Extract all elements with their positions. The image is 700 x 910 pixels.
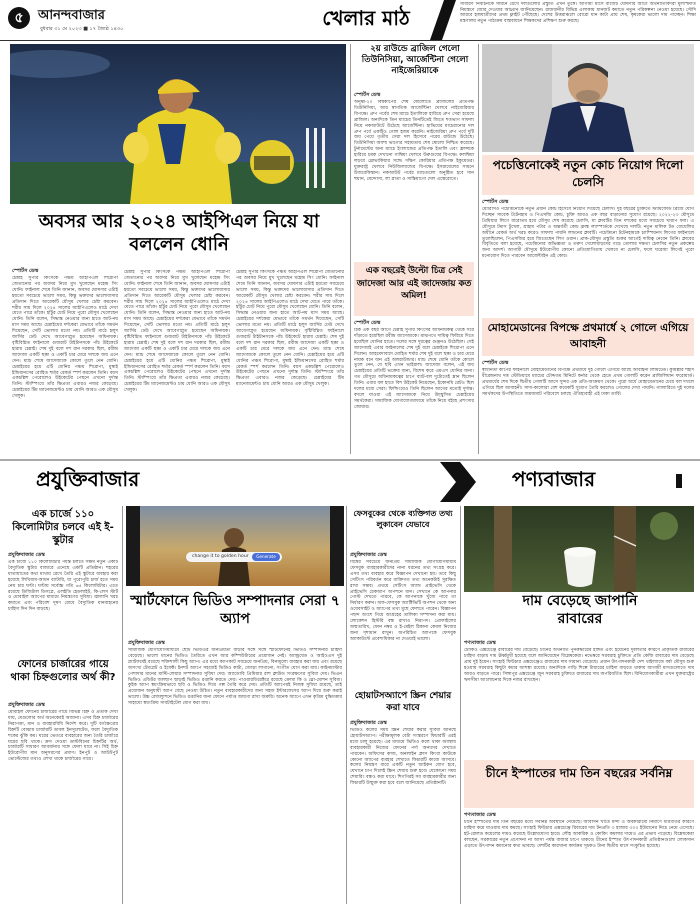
page-number: ৫ xyxy=(14,10,24,26)
whatsapp-headline: হোয়াটসঅ্যাপে স্ক্রিন শেয়ার করা যাবে xyxy=(354,691,452,713)
pochettino-byline: স্পোর্টস ডেস্ক xyxy=(482,199,509,205)
video-byline: প্রযুক্তিবাজার ডেস্ক xyxy=(128,640,165,646)
pochettino-headline: পচেত্তিনোকেই নতুন কোচ নিয়োগ দিলো চেলসি xyxy=(492,158,684,189)
whatsapp-byline: প্রযুক্তিবাজার ডেস্ক xyxy=(350,720,387,726)
dhoni-body-col2: চেন্নাই সুপার কিংসকে পঞ্চম আইপিএল শিরোপা জেতানোর পর অবসর নিয়ে মুখ খুলেছেন মহেন্দ্র সিং ধোনি। ফাইনাল শেষে তিনি জানান, অবসর ঘোষণার এটাই হয়তো সবচেয়ে ভালো সময়, কিন্তু ভক্তদের ভালোবাসার প্রতিদান দিতে আরেকটি মৌসুম খেলার চেষ্টা করবেন। শরীর সায় দিলে ২০২৪ সালের আইপিএলেও মাঠে দেখা যেতে পারে তাঁকে। হাঁটুর চোট নিয়ে পুরো মৌসুম খেলেছেন ধোনি। তিনি বলেন, সিদ্ধান্ত নেওয়ার জন্য হাতে আট-নয় মাস সময় আছে। চেন্নাইয়ের দর্শকেরা যেভাবে তাঁকে সমর্থন দিয়েছেন, সেটি ভোলার মতো নয়। প্রতিটি মাঠে হলুদ জার্সির ঢেউ দেখে আবেগাপ্লুত হয়েছেন অধিনায়ক। বৃষ্টিবিঘ্নিত ফাইনালে গুজরাট টাইটানসকে পাঁচ উইকেটে হারায় চেন্নাই। শেষ দুই বলে দশ রান দরকার ছিল, রবীন্দ্র জাদেজা একটি ছক্কা ও একটি চার মেরে দলকে জয় এনে দেন। ম্যাচ শেষে জাদেজাকে কোলে তুলে নেন ধোনি। চেন্নাইয়ের হয়ে এটি ধোনির পঞ্চম শিরোপা, মুম্বাই ইন্ডিয়ানসের রোহিত শর্মার রেকর্ড স্পর্শ করলেন তিনি। বয়স একচল্লিশ পেরোলেও উইকেটের পেছনে এখনো দুর্দান্ত তিনি। স্টাম্পিংয়ে তাঁর ক্ষিপ্রতা এবারও নজর কেড়েছে। চেন্নাইয়ের টিম ম্যানেজমেন্টও চায় ধোনি আরও এক মৌসুম খেলুক। xyxy=(124,270,230,394)
ai-prompt-text: change it to golden hour xyxy=(192,554,249,559)
masthead-rule xyxy=(0,40,700,41)
facebook-body: বিশ্বের সবচেয়ে জনপ্রিয় সামাজিক যোগাযোগমাধ্যম ফেসবুক ব্যবহারকারীদের নানা ধরনের তথ্য সংগ্রহ করে। এসব তথ্য ব্যবহার করে বিজ্ঞাপন দেখানো হয়। তবে কিছু সেটিংস পরিবর্তন করে ব্যক্তিগত তথ্য অনেকটাই সুরক্ষিত রাখা সম্ভব। প্রথমে সেটিংস অ্যান্ড প্রাইভেসি থেকে প্রাইভেসি চেকআপ অপশনে যান। সেখানে কে আপনার পোস্ট দেখতে পারবে, কে আপনাকে খুঁজে পাবে তা নির্ধারণ করুন। অফ-ফেসবুক অ্যাক্টিভিটি অপশন থেকে অন্য ওয়েবসাইট ও অ্যাপের তথ্য মুছে ফেলতে পারেন। বিজ্ঞাপন পছন্দ অংশে গিয়ে আগ্রহের তালিকা সম্পাদনা করা যায়। লোকেশন হিস্টরি বন্ধ রাখাও নিরাপদ। প্রোফাইলের জন্মতারিখ, ফোন নম্বর ও ই-মেইল ঠিকানা কেবল নিজের জন্য দৃশ্যমান রাখুন। অপরিচিত অ্যাপকে ফেসবুক অ্যাকাউন্টে প্রবেশাধিকার না দেওয়াই ভালো। xyxy=(350,560,456,642)
col-divider-right xyxy=(478,44,479,454)
video-headline: স্মার্টফোনে ভিডিও সম্পাদনার সেরা ৭ অ্যাপ xyxy=(130,593,340,627)
scooter-body: এক চার্জে ১১০ কিলোমিটার পর্যন্ত চলতে সক্ষম নতুন একটি বৈদ্যুতিক স্কুটার বাজারে এনেছে একটি প্রতিষ্ঠান। শহরের যাতায়াতের কথা মাথায় রেখে তৈরি এই স্কুটারে ব্যবহার করা হয়েছে লিথিয়াম-আয়ন ব্যাটারি, যা পুরোপুরি চার্জ হতে সময় নেয় চার ঘণ্টা। ঘণ্টায় সর্বোচ্চ গতি ৬৫ কিলোমিটার। এতে রয়েছে ডিজিটাল ডিসপ্লে, এলইডি হেডলাইট, কি-লেস স্টার্ট ও মোবাইল অ্যাপের মাধ্যমে নিয়ন্ত্রণের সুবিধা। জ্বালানি খরচ কমাতে এবং পরিবেশ দূষণ রোধে বৈদ্যুতিক যানবাহনের চাহিদা দিন দিন বাড়ছে। xyxy=(8,560,118,613)
col-divider-tech-2 xyxy=(346,506,347,904)
rubber-photo xyxy=(464,506,694,592)
jadeja-byline: স্পোর্টস ডেস্ক xyxy=(354,320,381,326)
col-divider-market xyxy=(460,506,461,904)
mohammedan-headline: মোহামেডানের বিপক্ষে প্রথমার্ধে ২ গোলে এগিয়ে আবাহনী xyxy=(487,322,689,350)
video-app-photo xyxy=(126,506,344,586)
dhoni-body-col1: চেন্নাই সুপার কিংসকে পঞ্চম আইপিএল শিরোপা জেতানোর পর অবসর নিয়ে মুখ খুলেছেন মহেন্দ্র সিং ধোনি। ফাইনাল শেষে তিনি জানান, অবসর ঘোষণার এটাই হয়তো সবচেয়ে ভালো সময়, কিন্তু ভক্তদের ভালোবাসার প্রতিদান দিতে আরেকটি মৌসুম খেলার চেষ্টা করবেন। শরীর সায় দিলে ২০২৪ সালের আইপিএলেও মাঠে দেখা যেতে পারে তাঁকে। হাঁটুর চোট নিয়ে পুরো মৌসুম খেলেছেন ধোনি। তিনি বলেন, সিদ্ধান্ত নেওয়ার জন্য হাতে আট-নয় মাস সময় আছে। চেন্নাইয়ের দর্শকেরা যেভাবে তাঁকে সমর্থন দিয়েছেন, সেটি ভোলার মতো নয়। প্রতিটি মাঠে হলুদ জার্সির ঢেউ দেখে আবেগাপ্লুত হয়েছেন অধিনায়ক। বৃষ্টিবিঘ্নিত ফাইনালে গুজরাট টাইটানসকে পাঁচ উইকেটে হারায় চেন্নাই। শেষ দুই বলে দশ রান দরকার ছিল, রবীন্দ্র জাদেজা একটি ছক্কা ও একটি চার মেরে দলকে জয় এনে দেন। ম্যাচ শেষে জাদেজাকে কোলে তুলে নেন ধোনি। চেন্নাইয়ের হয়ে এটি ধোনির পঞ্চম শিরোপা, মুম্বাই ইন্ডিয়ানসের রোহিত শর্মার রেকর্ড স্পর্শ করলেন তিনি। বয়স একচল্লিশ পেরোলেও উইকেটের পেছনে এখনো দুর্দান্ত তিনি। স্টাম্পিংয়ে তাঁর ক্ষিপ্রতা এবারও নজর কেড়েছে। চেন্নাইয়ের টিম ম্যানেজমেন্টও চায় ধোনি আরও এক মৌসুম খেলুক। xyxy=(12,276,118,400)
pochettino-photo xyxy=(482,44,694,152)
generate-button-label: Generate xyxy=(256,554,276,559)
brazil-body: অনূর্ধ্ব-২০ বিশ্বকাপের শেষ ষোলোতে ব্রাজিলের প্রতিপক্ষ তিউনিসিয়া, আর স্বাগতিক আর্জেন্টিনা খেলবে নাইজেরিয়ার বিপক্ষে। গ্রুপ পর্বের শেষ ম্যাচে ইতালিকে হারিয়ে গ্রুপ সেরা হয়েছে ব্রাজিল। অন্যদিকে তিন ম্যাচের তিনটিতেই জিতে শতভাগ সাফল্য নিয়ে নকআউটে উঠেছে আর্জেন্টিনা। হাভিয়ের মাচেরানোর দল গ্রুপ পর্বে একটিও গোল হজম করেনি। নাইজেরিয়া গ্রুপ পর্বে দুটি জয় পেয়ে তৃতীয় সেরা দল হিসেবে পরের রাউন্ডে উঠেছে। তিউনিসিয়া অবশ্য ভাগ্যের সহায়তায় শেষ ষোলো নিশ্চিত করেছে। টুর্নামেন্টের অন্য ম্যাচে ইংল্যান্ডের প্রতিপক্ষ ইতালি এবং ফ্রান্সকে হারিয়ে চমক দেখানো গাম্বিয়া খেলবে উরুগুয়ের বিপক্ষে। কলম্বিয়া লড়বে স্লোভাকিয়ার সঙ্গে। দক্ষিণ কোরিয়ার প্রতিপক্ষ ইকুয়েডর। যুক্তরাষ্ট্র খেলবে নিউজিল্যান্ডের বিপক্ষে। ইসরায়েলের সামনে উজবেকিস্তান। নকআউট পর্বের ম্যাচগুলো অনুষ্ঠিত হবে সান হুয়ান, মেন্দোসা, লা প্লাতা ও সান্তিয়াগো দেল এস্তেরোতে। xyxy=(354,100,474,182)
steel-byline: পণ্যবাজার ডেস্ক xyxy=(464,812,496,818)
charger-body: মোবাইল ফোনের চার্জারের গায়ে বিভিন্ন চিহ্ন ও প্রতীক দেখা যায়, যেগুলোর অর্থ অনেকেরই অজানা। এসব চিহ্ন চার্জারের নিরাপত্তা, মান ও ব্যবহারবিধি নির্দেশ করে। দুটি বর্গক্ষেত্রের চিহ্নটি বোঝায় চার্জারটি ডাবল ইনসুলেটেড, ফলে বৈদ্যুতিক শকের ঝুঁকি কম। ঘরের ভেতরে ব্যবহারের জন্য তৈরি চার্জারে ঘরের ছবি থাকে। ক্রস দেওয়া ডাস্টবিনের চিহ্নটির অর্থ, চার্জারটি সাধারণ আবর্জনার সঙ্গে ফেলা যাবে না। সিই চিহ্ন ইউরোপীয় মান অনুসরণের প্রমাণ। ইনপুট ও আউটপুট ভোল্টেজের তথ্যও লেখা থাকে চার্জারের গায়ে। xyxy=(8,710,118,763)
charger-byline: প্রযুক্তিবাজার ডেস্ক xyxy=(8,702,45,708)
dhoni-photo xyxy=(10,44,346,204)
col-divider-tech-1 xyxy=(122,506,123,904)
brazil-byline: স্পোর্টস ডেস্ক xyxy=(354,92,381,98)
rubber-body: টোকিও এক্সচেঞ্জে রাবারের দাম বেড়েছে। চীনের অর্থনীতি পুনরুদ্ধারের ইঙ্গিত এবং ইয়েনের দুর্বলতার কারণে প্রাকৃতিক রাবারের চাহিদা বাড়ায় দাম ঊর্ধ্বমুখী হয়েছে বলে জানিয়েছেন বিশ্লেষকেরা। নভেম্বরে সরবরাহ চুক্তিতে প্রতি কেজি রাবারের দাম বেড়েছে প্রায় দুই ইয়েন। সাংহাই ফিউচার এক্সচেঞ্জেও রাবারের দাম সামান্য বেড়েছে। প্রধান উৎপাদনকারী দেশ থাইল্যান্ডে বর্ষা মৌসুম শুরু হওয়ায় সরবরাহ কিছুটা কমার আশঙ্কা রয়েছে। অন্যদিকে গাড়ি শিল্পে টায়ারের চাহিদা বাড়তে থাকায় আগামী মাসগুলোতে দাম আরও বাড়তে পারে। সিঙ্গাপুর এক্সচেঞ্জে জুন সরবরাহ চুক্তিতে রাবারের দাম অপরিবর্তিত ছিল। বিনিয়োগকারীরা এখন যুক্তরাষ্ট্রের ঋণসীমা আলোচনার দিকে নজর রাখছেন। xyxy=(464,648,694,683)
scooter-byline: প্রযুক্তিবাজার ডেস্ক xyxy=(8,552,45,558)
dhoni-headline: অবসর আর ২০২৪ আইপিএল নিয়ে যা বললেন ধোনি xyxy=(38,211,320,255)
brand-logo: আনন্দবাজার xyxy=(38,8,105,23)
facebook-headline: ফেসবুকের থেকে ব্যক্তিগত তথ্য লুকাবেন যেভাবে xyxy=(353,509,453,529)
steel-headline: চীনে ইস্পাতের দাম তিন বছরের সর্বনিম্ন xyxy=(485,766,673,780)
masthead-slash xyxy=(430,0,456,40)
steel-body: চীনে ইস্পাতের দাম তিন বছরের মধ্যে সর্বনিম্ন অবস্থানে নেমেছে। আবাসন খাতে মন্দা ও অবকাঠামো নির্মাণে ধীরগতির কারণে চাহিদা কমে যাওয়ায় দাম কমছে। সাংহাই ফিউচার এক্সচেঞ্জে রিবারের দাম টনপ্রতি ৩ হাজার ৩০০ ইউয়ানের নিচে নেমে এসেছে। হট-রোলড কয়েলের দামও কমেছে উল্লেখযোগ্য হারে। লৌহ আকরিক ও কোকিং কয়লার দামেও এর প্রভাব পড়েছে। বিশ্লেষকেরা বলছেন, সরকারের নতুন প্রণোদনা না আসা পর্যন্ত বাজার চাপে থাকবে। চীনের ইস্পাত উৎপাদনকারী প্রতিষ্ঠানগুলো লোকসান এড়াতে উৎপাদন কমানোর কথা ভাবছে। দেশটির কারখানা কার্যক্রম সূচকও টানা দ্বিতীয় মাসে সংকুচিত হয়েছে। xyxy=(464,820,694,849)
whatsapp-body: ভিডিও কলের সময় স্ক্রিন শেয়ার করার সুবিধা আনছে হোয়াটসঅ্যাপ। পরীক্ষামূলক বেটা সংস্করণে ফিচারটি এরই মধ্যে চালু হয়েছে। এর মাধ্যমে ভিডিও কলে থাকা অবস্থায় ব্যবহারকারী নিজের ফোনের পর্দা অন্যদের দেখাতে পারবেন। অফিসের কাজ, অনলাইন ক্লাস কিংবা কাউকে কোনো অ্যাপের ব্যবহার শেখাতে ফিচারটি কাজে আসবে। কলের নিয়ন্ত্রণ বারে একটি নতুন আইকন যোগ হবে, যেখানে চাপ দিলেই স্ক্রিন শেয়ার শুরু হবে। যেকোনো সময় শেয়ারিং বন্ধও করা যাবে। শিগগিরই সব ব্যবহারকারীর জন্য ফিচারটি উন্মুক্ত করা হবে বলে জানিয়েছে প্রতিষ্ঠানটি। xyxy=(350,728,456,787)
section-title-sports: খেলার মাঠ xyxy=(322,6,410,30)
date-line: বুধবার ৩১ মে ২০২৩ ■ ১৭ জ্যৈষ্ঠ ১৪৩০ xyxy=(40,26,124,32)
pochettino-body: মৌরিসিও পচেত্তিনোকে নতুন প্রধান কোচ হিসেবে নিয়োগ দিয়েছে চেলসি। দুই বছরের চুক্তিতে স্ট্যামফোর্ড ব্রিজে যোগ দিচ্ছেন সাবেক টটেনহাম ও পিএসজি কোচ, চুক্তি আরও এক বছর বাড়ানোর সুযোগ রয়েছে। ২০২২-২৩ মৌসুমে প্রিমিয়ার লিগে বারোতম হয়ে মৌসুম শেষ করেছে চেলসি, যা ক্লাবটির তিন দশকের মধ্যে সবচেয়ে খারাপ ফল। এ মৌসুমে টমাস টুখেল, গ্রাহাম পটার ও অন্তর্বর্তী কোচ ফ্রাঙ্ক ল্যাম্পার্ডকে দেখেছে দলটি। নতুন মালিক টড বোয়েলির অধীনে রেকর্ড অর্থ খরচ করেও সাফল্য পায়নি লন্ডনের ক্লাবটি। পচেত্তিনো টটেনহামকে চ্যাম্পিয়নস লিগের ফাইনালে তুলেছিলেন, পিএসজির হয়ে জিতেছেন লিগ ওয়ান। প্রাক-মৌসুম প্রস্তুতি শুরুর আগেই দায়িত্ব নেবেন তিনি। ক্লাবের বিবৃতিতে বলা হয়েছে, পচেত্তিনোর অভিজ্ঞতা ও তরুণ খেলোয়াড়দের গড়ে তোলার দক্ষতা চেলসির নতুন প্রকল্পের জন্য আদর্শ। আগামী মৌসুমে ইউরোপীয় কোনো প্রতিযোগিতায় খেলবে না চেলসি, ফলে ঘরোয়া লিগেই পুরো মনোযোগ দিতে পারবেন আর্জেন্টাইন এই কোচ। xyxy=(482,207,694,260)
rubber-headline: দাম বেড়েছে জাপানি রাবারের xyxy=(522,593,638,627)
top-brief: সাধারণ নির্বাচনকে সামনে রেখে দলগুলোর প্রস্তুতি এখন তুঙ্গে। আগামী মাসে বাজেট ঘোষণার আগে অর্থনীতিবিদরা মূল্যস্ফীতি নিয়ন্ত্রণে জোর দেওয়ার আহ্বান জানিয়েছেন। রাজধানীর বিভিন্ন এলাকায় যানজট কমাতে নতুন পরিকল্পনা নেওয়া হয়েছে। সৌদি আরবে হজযাত্রীদের প্রথম ফ্লাইট পৌঁছেছে। দেশের উত্তরাঞ্চলে বোরো ধান কাটা প্রায় শেষ, কৃষকেরা ভালো দাম পাচ্ছেন। শিক্ষা মন্ত্রণালয় নতুন পাঠ্যক্রম বাস্তবায়নে শিক্ষকদের প্রশিক্ষণ শুরু করছে। xyxy=(460,2,696,24)
mohammedan-byline: স্পোর্টস ডেস্ক xyxy=(482,360,509,366)
masthead xyxy=(0,0,700,40)
jadeja-body: ঠিক এক বছর আগে চেন্নাই সুপার কিংসের অধিনায়কত্ব থেকে সরে দাঁড়াতে হয়েছিল রবীন্দ্র জাদেজাকে। মাঝপথে দায়িত্ব ফিরিয়ে দিতে হয়েছিল ধোনির হাতে। দলের সঙ্গে দূরত্বের গুঞ্জনও উঠেছিল। সেই জাদেজাই এবার ফাইনালের শেষ দুই বলে চেন্নাইকে শিরোপা এনে দিলেন। আহমেদাবাদে মোহিত শর্মার শেষ দুই বলে ছক্কা ও চার মেরে নায়ক বনে যান এই অলরাউন্ডার। ম্যাচ শেষে ধোনি তাঁকে কোলে তুলে নেন, যে ছবি এখন ভাইরাল। জাদেজা বলেন, এই জয় চেন্নাইয়ের প্রতিটি ভক্তের জন্য, বিশেষ করে এমএস ধোনির জন্য। গত মৌসুমে অধিনায়কত্বের চাপে ব্যাট-বল দুটোতেই ম্লান ছিলেন তিনি। এবার বল হাতে বিশ উইকেট নিয়েছেন, ইকোনমি রেটও ছিল দলের মধ্যে সেরা। ফিল্ডিংয়েও তিনি ছিলেন আগের মতোই দুর্দান্ত। বদলে যাওয়া এই জাদেজাকে নিয়ে উচ্ছ্বসিত চেন্নাইয়ের সমর্থকেরা। সামাজিক যোগাযোগমাধ্যমে তাঁকে নিয়ে বইছে প্রশংসার জোয়ার। xyxy=(354,328,474,410)
video-body: সামাজিক যোগাযোগমাধ্যমে ছোট ভিডিওর জনপ্রিয়তা বাড়ার সঙ্গে সঙ্গে স্মার্টফোনেই ভিডিও সম্পাদনার চাহিদা বেড়েছে। ভালো মানের ভিডিও তৈরিতে এখন আর কম্পিউটারের প্রয়োজন নেই। অ্যান্ড্রয়েড ও আইওএস দুই প্ল্যাটফর্মেই রয়েছে শক্তিশালী কিছু অ্যাপ। এর মধ্যে ক্যাপকাট সবচেয়ে জনপ্রিয়, বিনামূল্যে ব্যবহার করা যায় এবং রয়েছে অসংখ্য টেমপ্লেট ও ইফেক্ট। ইনশট অ্যাপে সহজেই ভিডিও কাটা, জোড়া লাগানো, সংগীত যোগ করা যায়। কাইনমাস্টার পেশাদার মানের মাল্টি-লেয়ার সম্পাদনার সুবিধা দেয়। অ্যাডোবি প্রিমিয়ার রাশ ক্লাউড সংরক্ষণের সুবিধা দেয়। ভিএন ভিডিও এডিটর জলছাপ ছাড়াই ভিডিও রপ্তানি করতে দেয়। পাওয়ারডিরেক্টরে রয়েছে ক্রোমা কি ও স্লো-মোশন সুবিধা। কুইক অ্যাপ স্বয়ংক্রিয়ভাবে ছবি ও ভিডিও দিয়ে গল্প তৈরি করে দেয়। প্রতিটি অ্যাপেরই নিজস্ব সুবিধা রয়েছে, তাই প্রয়োজন অনুযায়ী অ্যাপ বেছে নেওয়া উচিত। নতুন ব্যবহারকারীদের জন্য সহজ ইন্টারফেসের অ্যাপ দিয়ে শুরু করাই ভালো। উচ্চ রেজল্যুশনে ভিডিও রপ্তানির জন্য ফোনে পর্যাপ্ত জায়গা রাখা জরুরি। অনেক অ্যাপে এখন কৃত্রিম বুদ্ধিমত্তার সাহায্যে স্বয়ংক্রিয় সাবটাইটেল যোগ করা যায়। xyxy=(128,648,342,707)
brazil-headline: ২য় রাউন্ডে ব্রাজিল গেলো তিউনিসিয়া, আর্জেন্টিনা গেলো নাইজেরিয়াকে xyxy=(361,44,469,76)
facebook-byline: প্রযুক্তিবাজার ডেস্ক xyxy=(350,552,387,558)
charger-headline: ফোনের চার্জারের গায়ে থাকা চিহ্নগুলোর অর্থ কী? xyxy=(10,659,116,683)
section-title-tech: প্রযুক্তিবাজার xyxy=(36,467,140,491)
mohammedan-body: স্বাধীনতা কাপের ফাইনালে মোহামেডানের বিপক্ষে প্রথমার্ধে দুই গোলে এগিয়ে আছে আবাহনী লিমিটেড। কুমিল্লার শহীদ ধীরেন্দ্রনাথ দত্ত স্টেডিয়ামে ম্যাচের চৌদ্দতম মিনিটে কর্নার থেকে হেডে প্রথম গোলটি করেন ব্রাজিলিয়ান ফরোয়ার্ড। প্রথমার্ধের শেষ দিকে দ্বিতীয় গোলটি আসে সুন্দর এক প্রতি-আক্রমণ থেকে। পুরো অর্ধে মোহামেডানের চেয়ে বল দখলে এগিয়ে ছিল আবাহনী। সাদা-কালোরা বেশ কয়েকটি সুযোগ তৈরি করলেও গোলের দেখা পায়নি। গ্যালারিতে দুই দলের সমর্থকদের উপস্থিতিতে জমজমাট পরিবেশে চলছে ঐতিহ্যবাহী এই ঢাকা ডার্বি। xyxy=(482,368,694,397)
scooter-headline: এক চার্জে ১১০ কিলোমিটার চলবে এই ই-স্কুটার xyxy=(12,509,114,546)
dhoni-body-col3: চেন্নাই সুপার কিংসকে পঞ্চম আইপিএল শিরোপা জেতানোর পর অবসর নিয়ে মুখ খুলেছেন মহেন্দ্র সিং ধোনি। ফাইনাল শেষে তিনি জানান, অবসর ঘোষণার এটাই হয়তো সবচেয়ে ভালো সময়, কিন্তু ভক্তদের ভালোবাসার প্রতিদান দিতে আরেকটি মৌসুম খেলার চেষ্টা করবেন। শরীর সায় দিলে ২০২৪ সালের আইপিএলেও মাঠে দেখা যেতে পারে তাঁকে। হাঁটুর চোট নিয়ে পুরো মৌসুম খেলেছেন ধোনি। তিনি বলেন, সিদ্ধান্ত নেওয়ার জন্য হাতে আট-নয় মাস সময় আছে। চেন্নাইয়ের দর্শকেরা যেভাবে তাঁকে সমর্থন দিয়েছেন, সেটি ভোলার মতো নয়। প্রতিটি মাঠে হলুদ জার্সির ঢেউ দেখে আবেগাপ্লুত হয়েছেন অধিনায়ক। বৃষ্টিবিঘ্নিত ফাইনালে গুজরাট টাইটানসকে পাঁচ উইকেটে হারায় চেন্নাই। শেষ দুই বলে দশ রান দরকার ছিল, রবীন্দ্র জাদেজা একটি ছক্কা ও একটি চার মেরে দলকে জয় এনে দেন। ম্যাচ শেষে জাদেজাকে কোলে তুলে নেন ধোনি। চেন্নাইয়ের হয়ে এটি ধোনির পঞ্চম শিরোপা, মুম্বাই ইন্ডিয়ানসের রোহিত শর্মার রেকর্ড স্পর্শ করলেন তিনি। বয়স একচল্লিশ পেরোলেও উইকেটের পেছনে এখনো দুর্দান্ত তিনি। স্টাম্পিংয়ে তাঁর ক্ষিপ্রতা এবারও নজর কেড়েছে। চেন্নাইয়ের টিম ম্যানেজমেন্টও চায় ধোনি আরও এক মৌসুম খেলুক। xyxy=(236,270,344,388)
section-title-market: পণ্যবাজার xyxy=(512,467,596,491)
col-divider-sports xyxy=(350,44,351,454)
dhoni-byline: স্পোর্টস ডেস্ক xyxy=(12,268,39,274)
rubber-byline: পণ্যবাজার ডেস্ক xyxy=(464,640,496,646)
jadeja-headline: এক বছরেই উল্টো চিত্র সেই জাদেজা আর এই জাদেজায় কত অমিল! xyxy=(356,266,472,301)
